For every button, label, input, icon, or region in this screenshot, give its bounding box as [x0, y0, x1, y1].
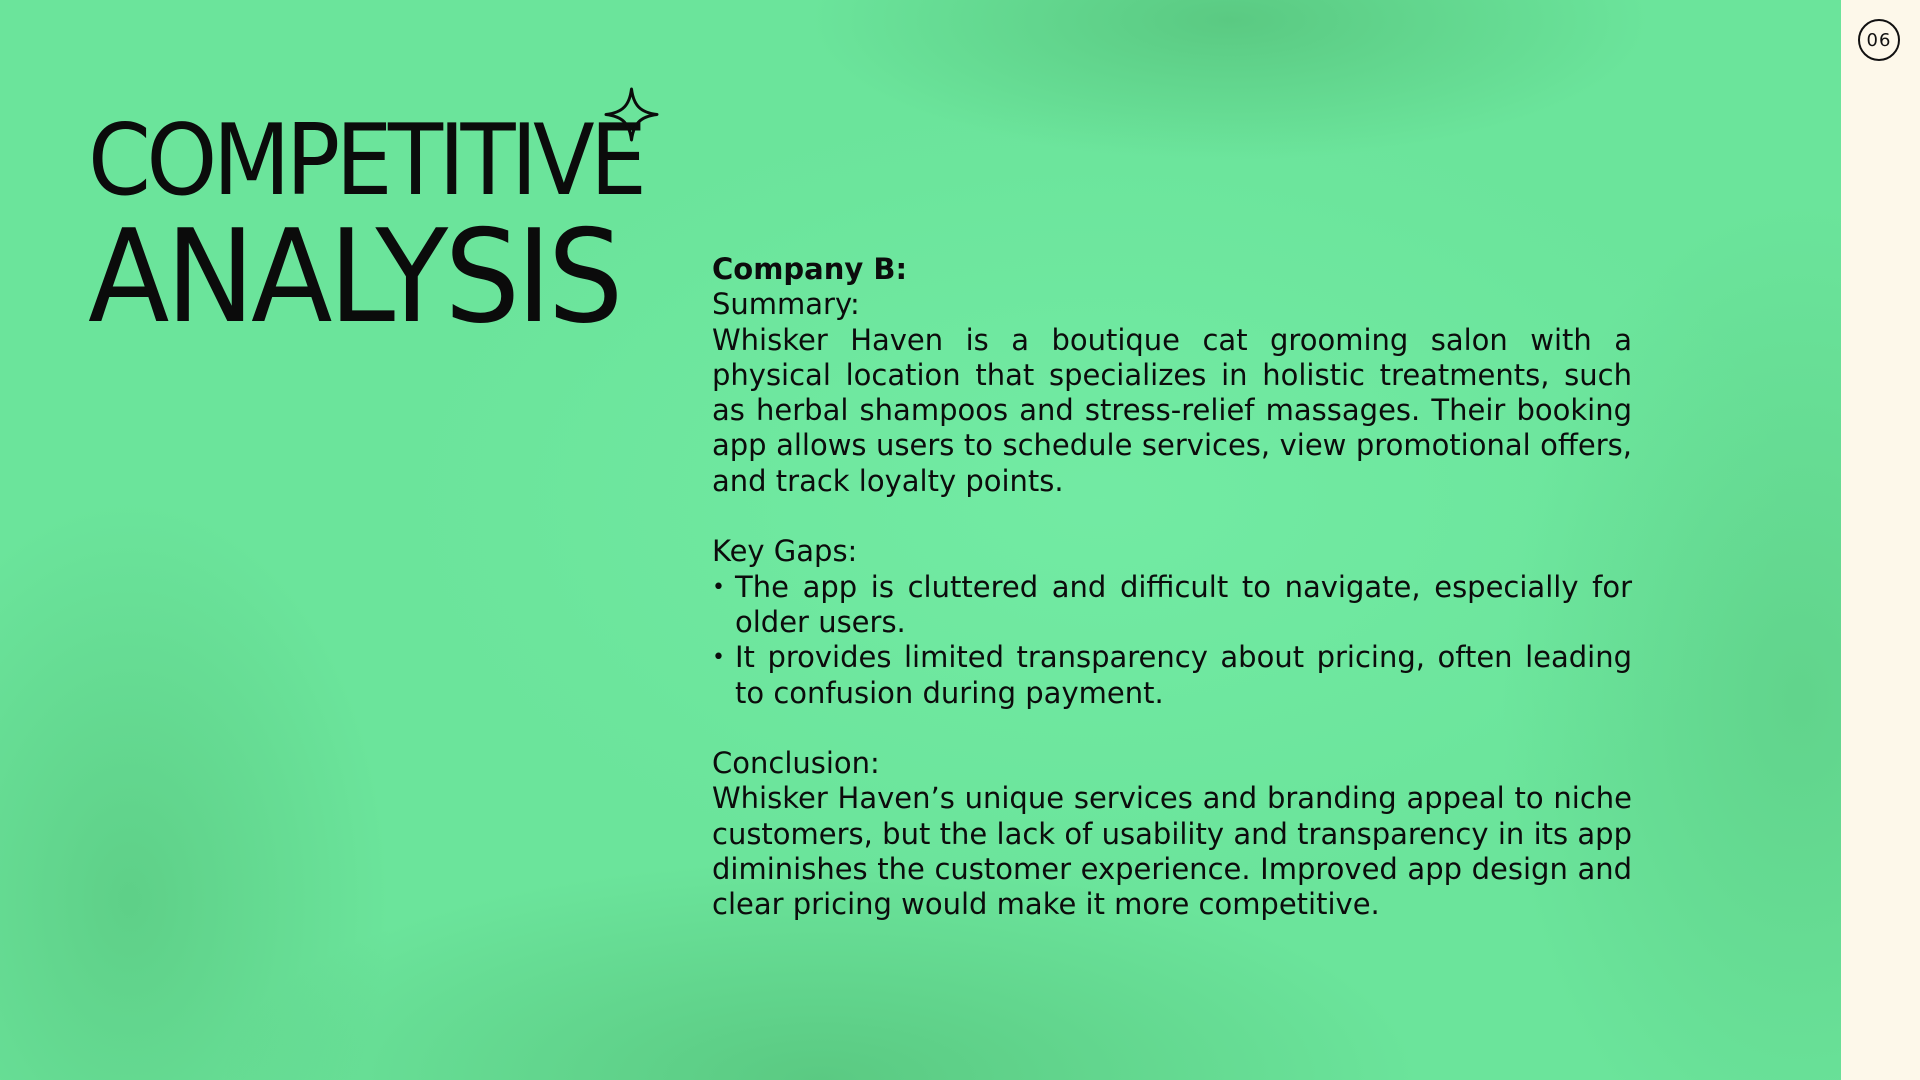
gap-text: The app is cluttered and difficult to navigate, especially for older users.: [735, 569, 1632, 639]
conclusion-label: Conclusion:: [712, 746, 880, 781]
key-gaps-label: Key Gaps:: [712, 534, 858, 569]
list-item: [712, 570, 1632, 641]
bullet-icon: •: [712, 574, 725, 600]
side-strip: [1841, 0, 1920, 1080]
page-number-badge: 06: [1858, 19, 1900, 61]
title-line-2: ANALYSIS: [88, 203, 620, 352]
key-gaps-list: [712, 570, 1632, 711]
conclusion-text: Whisker Haven’s unique services and branding appeal to niche customers, but the lack of usability and transparency in its app diminishes the customer experience. Improved app design and clear pricing would make it more competitive.: [712, 781, 1632, 922]
summary-label: Summary:: [712, 287, 860, 322]
spacer: [712, 499, 1632, 534]
company-analysis-text: [712, 252, 1632, 923]
list-item: [712, 640, 1632, 711]
sparkle-star-icon: [604, 87, 659, 142]
bullet-icon: •: [712, 645, 725, 671]
title-line-1: COMPETITIVE: [88, 104, 643, 218]
slide-title: [88, 104, 691, 352]
gap-text: It provides limited transparency about pricing, often leading to confusion during payment.: [735, 640, 1632, 710]
company-heading: Company B:: [712, 252, 908, 286]
summary-text: Whisker Haven is a boutique cat grooming salon with a physical location that specializes in holistic treatments, such as herbal shampoos and stress-relief massages. Their booking app allows users to schedule services, view promotional offers, and track loyalty points.: [712, 322, 1632, 498]
spacer: [712, 711, 1632, 746]
